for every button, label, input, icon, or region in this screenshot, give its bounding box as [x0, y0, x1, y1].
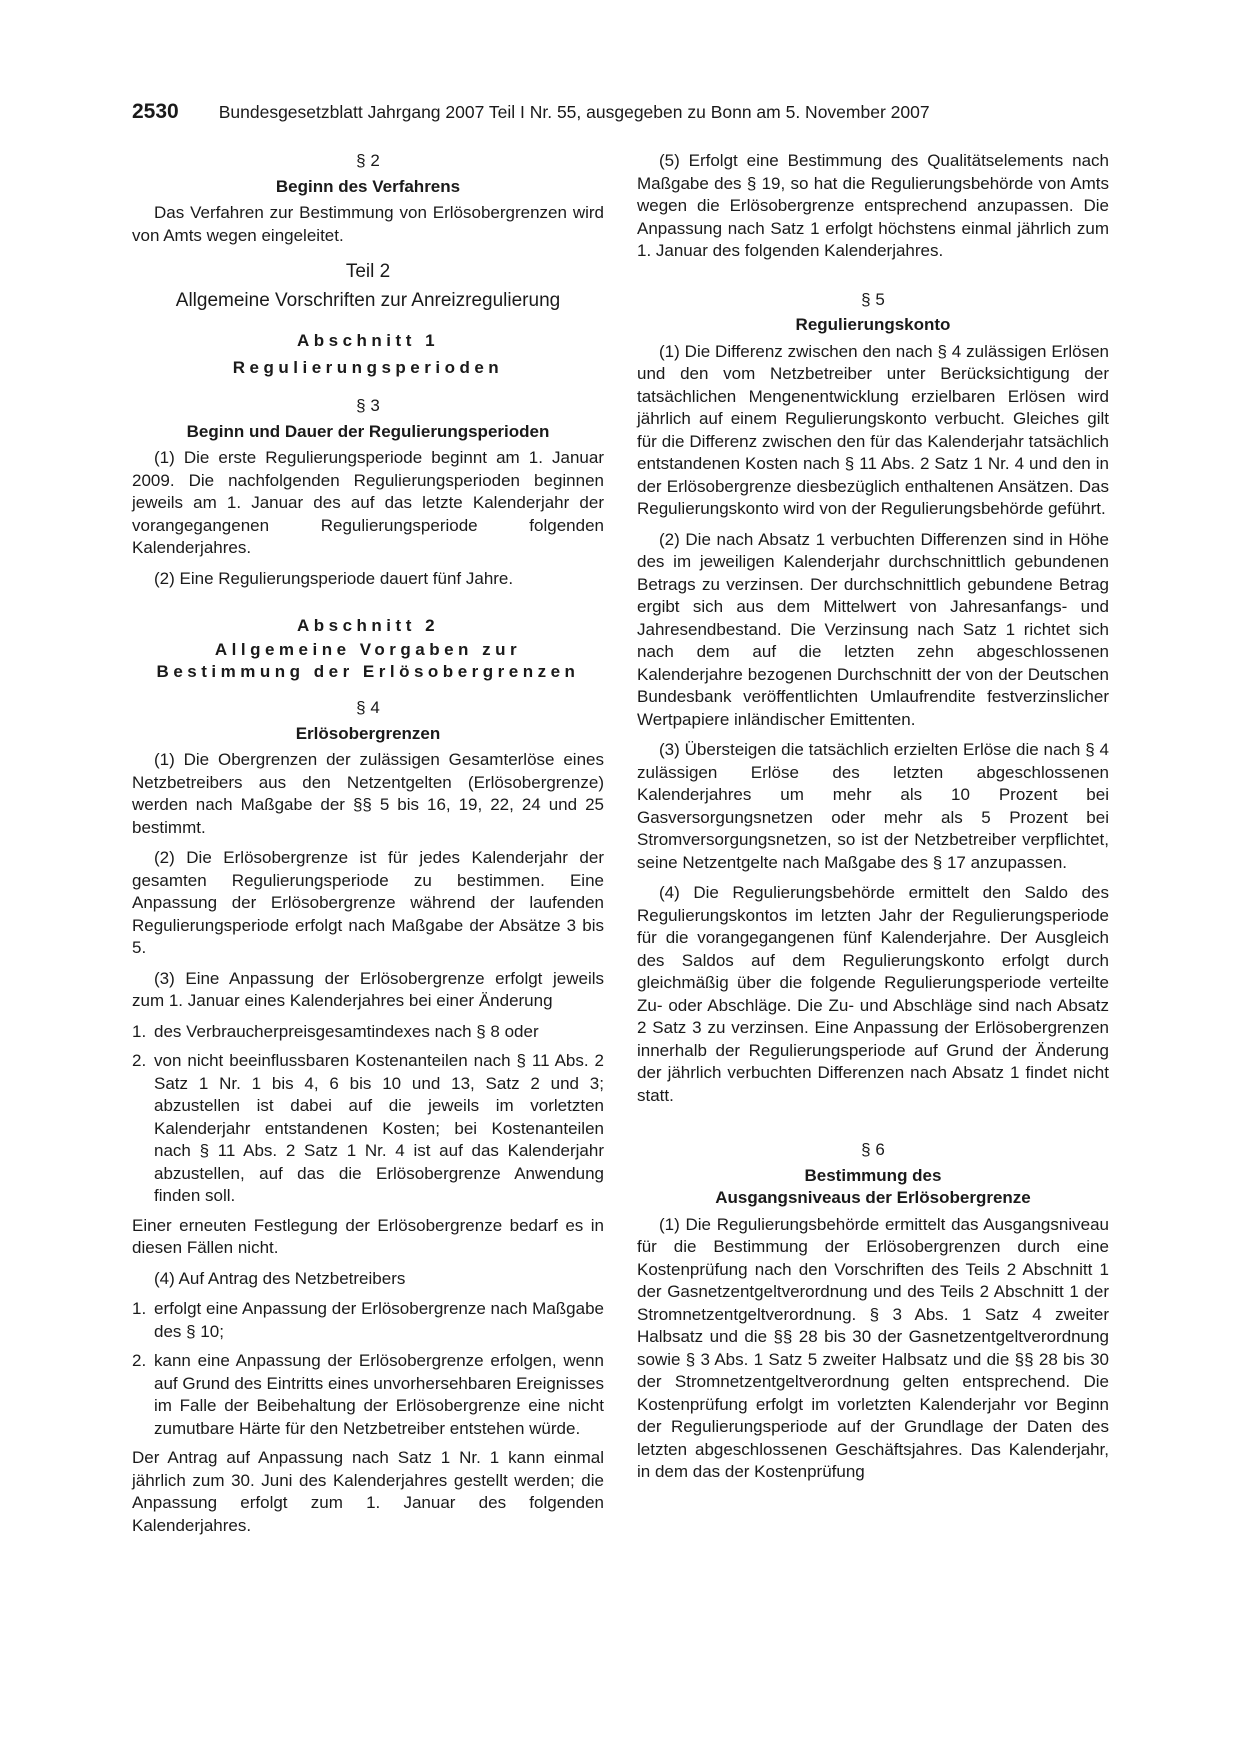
paragraph: (1) Die Obergrenzen der zulässigen Gesamterlöse eines Netzbetreibers aus den Netzentgelten (Erlösobergrenze) werden nach Maßgabe der §§ 5 bis 16, 19, 22, 24 und 25 bestimmt.	[132, 750, 604, 837]
right-column	[637, 150, 1109, 1492]
list-number: 2.	[132, 1351, 147, 1370]
paragraph: (2) Eine Regulierungsperiode dauert fünf Jahre.	[154, 568, 514, 588]
paragraph: (4) Auf Antrag des Netzbetreibers	[154, 1268, 406, 1288]
page-header	[132, 100, 1112, 124]
paragraph: (5) Erfolgt eine Bestimmung des Qualitätselements nach Maßgabe des § 19, so hat die Regulierungsbehörde von Amts wegen die Erlösobergrenze entsprechend anzupassen. Die Anpassung nach Satz 1 erfolgt höchstens einmal jährlich zum 1. Januar des folgenden Kalenderjahres.	[637, 151, 1109, 260]
paragraph: Der Antrag auf Anpassung nach Satz 1 Nr. 1 kann einmal jährlich zum 30. Juni des Kalenderjahres gestellt werden; die Anpassung erfolgt zum 1. Januar des folgenden Kalenderjahres.	[132, 1448, 604, 1535]
section-number: § 6	[861, 1140, 885, 1159]
part-title: Allgemeine Vorschriften zur Anreizregulierung	[175, 290, 561, 311]
paragraph: (1) Die Differenz zwischen den nach § 4 zulässigen Erlösen und den vom Netzbetreiber unter Berücksichtigung der tatsächlichen Mengenentwicklung erzielbaren Erlösen wird jährlich auf einem Regulierungskonto verbucht. Gleiches gilt für die Differenz zwischen den für das Kalenderjahr tatsächlich entstandenen Kosten nach § 11 Abs. 2 Satz 1 Nr. 4 und den in der Erlösobergrenze diesbezüglich enthaltenen Ansätzen. Das Regulierungskonto wird von der Regulierungsbehörde geführt.	[637, 341, 1109, 518]
list-text: von nicht beeinflussbaren Kostenanteilen nach § 11 Abs. 2 Satz 1 Nr. 1 bis 4, 6 bis 10 und 13, Satz 2 und 3; abzustellen ist dabei auf die jeweils im vorletzten Kalenderjahr entstandenen Kosten; bei Kostenanteilen nach § 11 Abs. 2 Satz 1 Nr. 4 ist auf das Kalenderjahr abzustellen, auf das die Erlösobergrenze Anwendung finden soll.	[154, 1051, 604, 1205]
chapter-title-line2: Bestimmung der Erlösobergrenzen	[156, 662, 580, 681]
list-number: 1.	[132, 1021, 147, 1041]
section-title-line2: Ausgangsniveaus der Erlösobergrenze	[715, 1188, 1031, 1207]
list-item	[132, 1350, 604, 1440]
section-title-line1: Bestimmung des	[804, 1165, 942, 1185]
left-column	[132, 150, 604, 1545]
paragraph: (3) Übersteigen die tatsächlich erzielten Erlöse die nach § 4 zulässigen Erlöse des letzten abgeschlossenen Kalenderjahres um mehr als 10 Prozent bei Gasversorgungsnetzen oder mehr als 5 Prozent bei Stromversorgungsnetzen, so ist der Netzbetreiber verpflichtet, seine Netzentgelte nach Maßgabe des § 17 anzupassen.	[637, 740, 1109, 872]
chapter-title-line1: Allgemeine Vorgaben zur	[214, 640, 522, 659]
list-text: kann eine Anpassung der Erlösobergrenze erfolgen, wenn auf Grund des Eintritts eines unvorhersehbaren Ereignisses im Falle der Beibehaltung der Erlösobergrenze eine nicht zumutbare Härte für den Netzbetreiber entstehen würde.	[154, 1351, 604, 1438]
part-label: Teil 2	[345, 261, 391, 282]
paragraph: (2) Die nach Absatz 1 verbuchten Differenzen sind in Höhe des im jeweiligen Kalenderjahr durchschnittlich gebundenen Betrags zu verzinsen. Der durchschnittlich gebundene Betrag ergibt sich aus dem Mittelwert von Jahresanfangs- und Jahresendbestand. Die Verzinsung nach Satz 1 richtet sich nach dem auf die letzten zehn abgeschlossenen Kalenderjahre bezogenen Durchschnitt der von der Deutschen Bundesbank veröffentlichten Umlaufrendite festverzinslicher Wertpapiere inländischer Emittenten.	[637, 529, 1109, 729]
section-number: § 2	[356, 151, 380, 170]
section-title: Beginn und Dauer der Regulierungsperioden	[186, 421, 550, 441]
list-text: erfolgt eine Anpassung der Erlösobergrenze nach Maßgabe des § 10;	[154, 1299, 604, 1341]
gazette-title: Bundesgesetzblatt Jahrgang 2007 Teil I Nr. 55, ausgegeben zu Bonn am 5. November 2007	[218, 102, 930, 122]
paragraph: Einer erneuten Festlegung der Erlösobergrenze bedarf es in diesen Fällen nicht.	[132, 1215, 604, 1257]
list-item	[132, 1050, 604, 1208]
chapter-title: Regulierungsperioden	[232, 358, 504, 377]
page-number: 2530	[132, 100, 179, 123]
list-item	[132, 1298, 604, 1343]
paragraph: Das Verfahren zur Bestimmung von Erlösobergrenzen wird von Amts wegen eingeleitet.	[132, 203, 604, 245]
list-number: 1.	[132, 1299, 147, 1318]
section-number: § 5	[861, 289, 885, 309]
paragraph: (1) Die erste Regulierungsperiode beginnt am 1. Januar 2009. Die nachfolgenden Regulierungsperioden beginnen jeweils am 1. Januar des auf das letzte Kalenderjahr der vorangegangenen Regulierungsperiode folgenden Kalenderjahres.	[132, 448, 604, 557]
paragraph: (2) Die Erlösobergrenze ist für jedes Kalenderjahr der gesamten Regulierungsperiode zu bestimmen. Eine Anpassung der Erlösobergrenze während der laufenden Regulierungsperiode erfolgt nach Maßgabe der Absätze 3 bis 5.	[132, 848, 604, 957]
chapter-label: Abschnitt 1	[296, 331, 440, 350]
paragraph: (3) Eine Anpassung der Erlösobergrenze erfolgt jeweils zum 1. Januar eines Kalenderjahres bei einer Änderung	[132, 968, 604, 1010]
chapter-label: Abschnitt 2	[296, 616, 440, 635]
list-item	[132, 1021, 604, 1044]
section-title: Erlösobergrenzen	[295, 723, 441, 743]
section-title: Beginn des Verfahrens	[275, 176, 461, 196]
section-title: Regulierungskonto	[795, 315, 951, 334]
list-text: des Verbraucherpreisgesamtindexes nach § 8 oder	[154, 1021, 539, 1041]
paragraph: (1) Die Regulierungsbehörde ermittelt das Ausgangsniveau für die Bestimmung der Erlösobergrenzen durch eine Kostenprüfung nach den Vorschriften des Teils 2 Abschnitt 1 der Gasnetzentgeltverordnung und des Teils 2 Abschnitt 1 der Stromnetzentgeltverordnung. § 3 Abs. 1 Satz 4 zweiter Halbsatz und die §§ 28 bis 30 der Gasnetzentgeltverordnung sowie § 3 Abs. 1 Satz 5 zweiter Halbsatz und die §§ 28 bis 30 der Stromnetzentgeltverordnung gelten entsprechend. Die Kostenprüfung erfolgt im vorletzten Kalenderjahr vor Beginn der Regulierungsperiode auf der Grundlage der Daten des letzten abgeschlossenen Geschäftsjahres. Das Kalenderjahr, in dem das der Kostenprüfung	[637, 1214, 1109, 1481]
list-number: 2.	[132, 1051, 147, 1070]
section-number: § 3	[356, 396, 380, 415]
paragraph: (4) Die Regulierungsbehörde ermittelt den Saldo des Regulierungskontos im letzten Jahr der Regulierungsperiode für die vorangegangenen fünf Kalenderjahre. Der Ausgleich des Saldos auf dem Regulierungskonto erfolgt durch gleichmäßig über die folgende Regulierungsperiode verteilte Zu- oder Abschläge. Die Zu- und Abschläge sind nach Absatz 2 Satz 3 zu verzinsen. Eine Anpassung der Erlösobergrenzen innerhalb der Regulierungsperiode auf Grund der Änderung der jährlich verbuchten Differenzen nach Absatz 1 findet nicht statt.	[637, 883, 1109, 1105]
section-number: § 4	[356, 698, 380, 717]
